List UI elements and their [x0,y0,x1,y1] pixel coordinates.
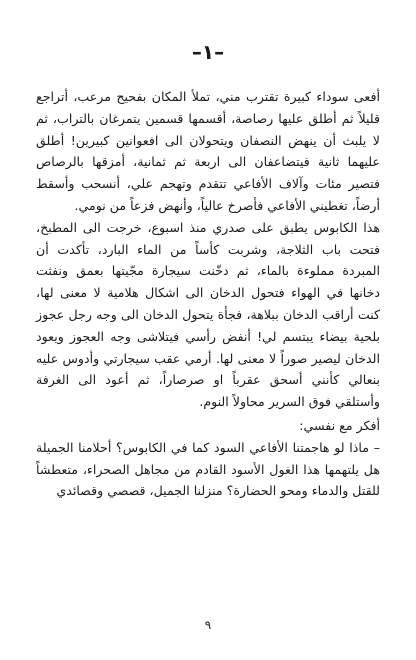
paragraph-nightmare: أفعى سوداء كبيرة تقترب مني، تملأ المكان بفحيح مرعب، أتراجع قليلاً ثم أطلق عليها رصاصة، أقسمها قسمين يتمرغان بالتراب، ثم لا يلبث أن ينهض النصفان ويتحولان الى افعوانين كبيرين! أطلق عليهما ثانية فيتضاعفان الى اربعة ثم ثمانية، أمزقها بالرصاص فتصير مئات وآلاف الأفاعي تتقدم وتهجم علي، أنسحب وأسقط أرضاً، تغطيني الأفاعي فأصرخ عالياً، وأنهض فزعاً من نومي. [36,89,380,213]
paragraph-thinking: أفكر مع نفسي: [299,417,380,433]
body-text [36,86,380,502]
paragraph-kitchen: هذا الكابوس يطبق على صدري منذ اسبوع، خرجت الى المطبخ، فتحت باب الثلاجة، وشربت كأساً من الماء البارد، تأكدت أن المبردة مملوءة بالماء، ثم دخّنت سيجارة مجّيتها بعمق ونفثت دخانها في الهواء فتحول الدخان الى اشكال هلامية لا معنى لها، كنت أراقب الدخان ببلاهة، فجأة يتحول الدخان الى وجه رجل عجوز بلحية بيضاء يبتسم لي! أنفض رأسي فيتلاشى وجه العجوز ويعود الدخان ليصير صوراً لا معنى لها. أرمي عقب سيجارتي وأدوس عليه بنعالي كأنني أسحق عقرباً او صرصاراً، ثم أعود الى الغرفة وأستلقي فوق السرير محاولاً النوم. [36,219,380,410]
page-number: ٩ [204,618,212,632]
paragraph-question: – ماذا لو هاجمتنا الأفاعي السود كما في الكابوس؟ أحلامنا الجميلة هل يلتهمها هذا الغول الأسود القادم من مجاهل الصحراء، متعطشاً للقتل والدماء ومحو الحضارة؟ منزلنا الجميل، قصصي وقصائدي [36,439,380,499]
chapter-number: –١– [191,40,225,64]
